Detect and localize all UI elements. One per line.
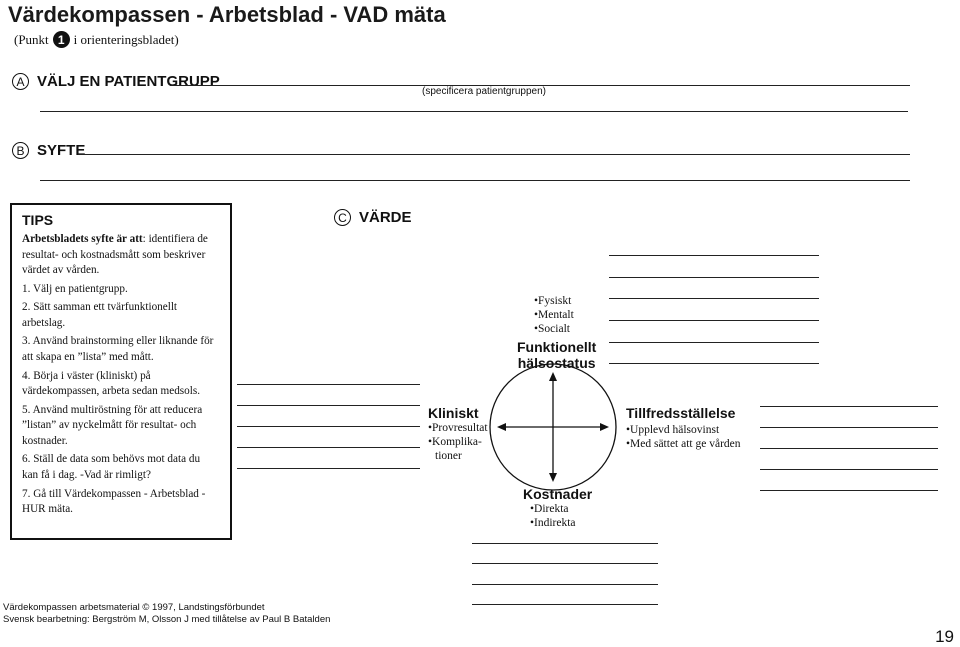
north-bullets [534, 294, 574, 337]
east-answer-line[interactable] [760, 490, 938, 491]
tips-item: 3. Använd brainstorming eller liknande för att skapa en ”lista” med mått. [22, 335, 214, 363]
north-bullet: •Fysiskt [534, 295, 572, 307]
reference-prefix: (Punkt [14, 31, 49, 47]
point-number-badge: 1 [53, 31, 70, 48]
east-arrow-icon [600, 423, 609, 431]
south-bullet: •Direkta [530, 503, 569, 515]
south-answer-line[interactable] [472, 604, 658, 605]
section-a-letter: A [12, 73, 29, 90]
tips-item: 2. Sätt samman ett tvärfunktionellt arbetslag. [22, 301, 178, 329]
copyright-line: Värdekompassen arbetsmaterial © 1997, Landstingsförbundet [3, 602, 265, 613]
tips-title: TIPS [22, 212, 54, 228]
section-c-title: VÄRDE [359, 209, 412, 226]
page-number: 19 [935, 627, 954, 646]
west-answer-line[interactable] [237, 447, 420, 448]
east-bullet: •Upplevd hälsovinst [626, 424, 720, 436]
north-answer-line[interactable] [609, 320, 819, 321]
south-answer-line[interactable] [472, 563, 658, 564]
west-bullet: •Provresultat [428, 422, 488, 434]
west-bullet: •Komplika- [428, 436, 482, 449]
west-answer-line[interactable] [237, 384, 420, 385]
north-bullet: •Mentalt [534, 309, 574, 322]
north-title-line2: hälsostatus [517, 355, 596, 371]
west-title: Kliniskt [428, 405, 479, 421]
south-arrow-icon [549, 473, 557, 482]
east-answer-line[interactable] [760, 469, 938, 470]
north-answer-line[interactable] [609, 363, 819, 364]
copyright-footer [3, 602, 330, 626]
north-bullet: •Socialt [534, 323, 570, 336]
east-bullets [626, 423, 741, 451]
north-answer-line[interactable] [609, 298, 819, 299]
west-bullet: tioner [435, 450, 462, 463]
north-title [517, 339, 596, 371]
tips-item: 4. Börja i väster (kliniskt) på värdekompassen, arbeta sedan medsols. [22, 369, 201, 398]
west-answer-line[interactable] [237, 468, 420, 469]
section-a-title: VÄLJ EN PATIENTGRUPP [37, 73, 220, 90]
north-answer-line[interactable] [609, 342, 819, 343]
east-title: Tillfredsställelse [626, 405, 736, 421]
north-arrow-icon [549, 372, 557, 381]
west-answer-line[interactable] [237, 405, 420, 406]
section-c-letter: C [334, 209, 351, 226]
south-bullet: •Indirekta [530, 517, 576, 530]
south-answer-line[interactable] [472, 584, 658, 585]
reference-suffix: i orienteringsbladet) [73, 31, 179, 47]
credits-line: Svensk bearbetning: Bergström M, Olsson J med tillåtelse av Paul B Batalden [3, 614, 331, 625]
patient-group-hint: (specificera patientgruppen) [422, 86, 546, 97]
north-title-line1: Funktionellt [517, 339, 597, 355]
east-answer-line[interactable] [760, 427, 938, 428]
south-bullets [530, 502, 576, 530]
east-bullet: •Med sättet att ge vården [626, 438, 741, 451]
west-answer-line[interactable] [237, 426, 420, 427]
section-b-letter: B [12, 142, 29, 159]
east-answer-line[interactable] [760, 406, 938, 407]
tips-item: 1. Välj en patientgrupp. [22, 282, 128, 295]
page-title: Värdekompassen - Arbetsblad - VAD mäta [8, 2, 446, 27]
west-arrow-icon [497, 423, 506, 431]
tips-item: 5. Använd multiröstning för att reducera ”listan” av nyckelmått för resultat- och kostnader. [22, 403, 203, 447]
west-bullets [428, 421, 488, 464]
east-answer-line[interactable] [760, 448, 938, 449]
north-answer-line[interactable] [609, 255, 819, 256]
tips-item: 7. Gå till Värdekompassen - Arbetsblad - HUR mäta. [22, 487, 206, 516]
tips-item: 6. Ställ de data som behövs mot data du kan få i dag. -Vad är rimligt? [22, 453, 201, 481]
tips-intro-rest: : identifiera de resultat- och kostnadsmått som beskriver värdet av vården. [22, 233, 208, 276]
north-answer-line[interactable] [609, 277, 819, 278]
tips-intro-bold: Arbetsbladets syfte är att [22, 233, 143, 245]
section-b-title: SYFTE [37, 142, 86, 159]
south-title: Kostnader [523, 486, 593, 502]
south-answer-line[interactable] [472, 543, 658, 544]
